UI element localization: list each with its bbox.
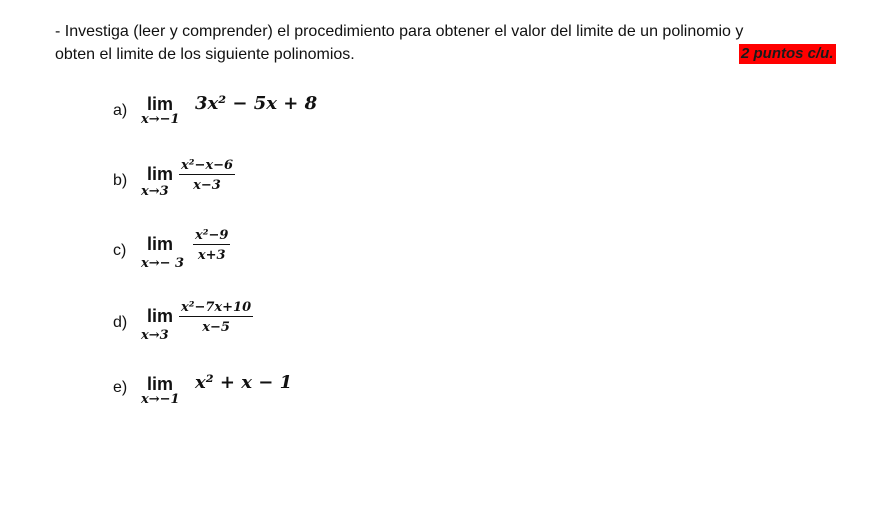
limit-subscript: x→−1 xyxy=(141,392,180,407)
points-badge: 2 puntos c/u. xyxy=(741,45,834,62)
fraction xyxy=(193,228,230,263)
fraction-numerator: x²−7x+10 xyxy=(181,300,252,315)
fraction-numerator: x²−x−6 xyxy=(181,158,234,173)
fraction-denominator: x−5 xyxy=(202,320,230,335)
instructions xyxy=(55,20,855,66)
limit-subscript: x→−1 xyxy=(141,112,180,127)
instructions-line-1: - Investiga (leer y comprender) el procedimiento para obtener el valor del limite de un polinomio y xyxy=(55,23,744,40)
limit-operator: lim xyxy=(147,234,174,254)
limit-subscript: x→3 xyxy=(141,328,169,343)
fraction-denominator: x−3 xyxy=(193,178,221,193)
limit-subscript: x→3 xyxy=(141,184,169,199)
problem-label: e) xyxy=(113,379,128,396)
problem-label: d) xyxy=(113,314,128,331)
fraction-numerator: x²−9 xyxy=(195,228,229,243)
limit-operator: lim xyxy=(147,94,174,114)
limit-expression: 3x² − 5x + 8 xyxy=(195,93,318,114)
limit-operator: lim xyxy=(147,374,174,394)
problem-label: c) xyxy=(113,242,127,259)
limit-expression: x² + x − 1 xyxy=(195,372,293,393)
problem-label: a) xyxy=(113,102,128,119)
problem-label: b) xyxy=(113,172,128,189)
limit-operator: lim xyxy=(147,164,174,184)
instructions-line-2: obten el limite de los siguiente polinomios. xyxy=(55,46,355,63)
fraction xyxy=(179,158,235,193)
fraction-denominator: x+3 xyxy=(197,248,226,263)
limit-operator: lim xyxy=(147,306,174,326)
limit-subscript: x→− 3 xyxy=(141,256,185,271)
fraction xyxy=(179,300,253,335)
